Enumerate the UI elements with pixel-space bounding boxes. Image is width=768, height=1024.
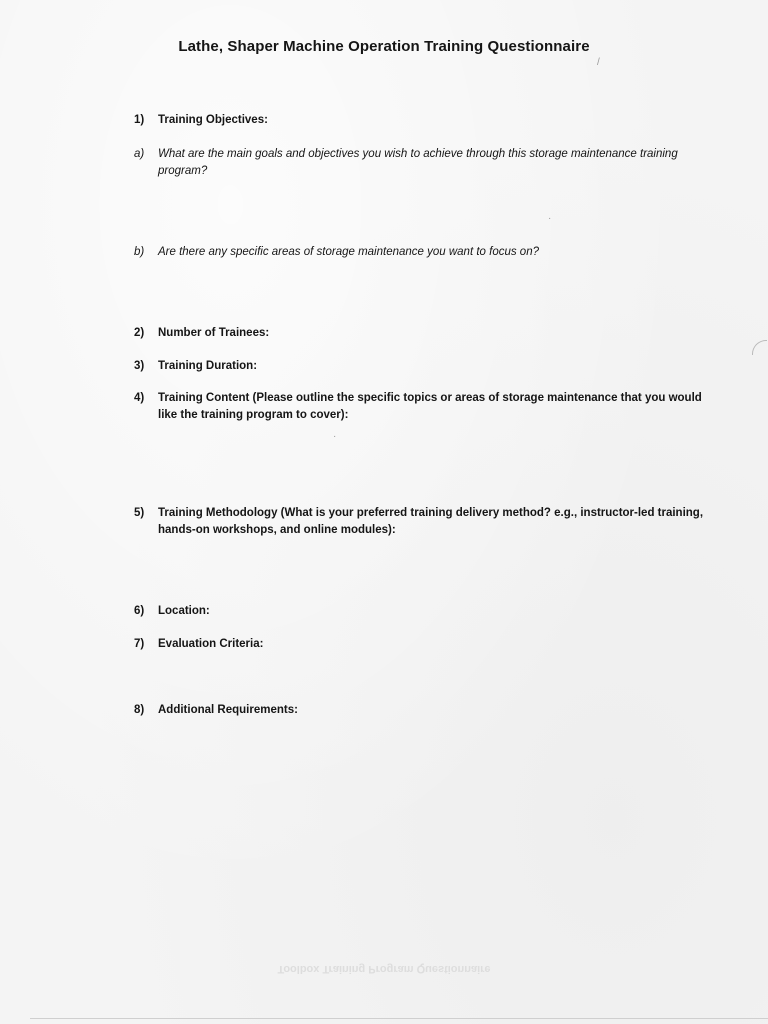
question-text: Additional Requirements: — [158, 704, 298, 716]
question-number: 1) — [134, 114, 145, 126]
document-title: Lathe, Shaper Machine Operation Training Questionnaire — [178, 38, 590, 55]
question-1a — [134, 146, 714, 180]
question-3 — [134, 358, 714, 375]
question-number: 4) — [134, 392, 145, 404]
question-number: 7) — [134, 638, 145, 650]
bleed-through-text: Toolbox Training Program Questionnaire — [277, 963, 491, 975]
scan-speck: / — [597, 57, 600, 68]
question-number: a) — [134, 148, 145, 160]
question-text: What are the main goals and objectives you wish to achieve through this storage maintenance training program? — [158, 148, 678, 177]
scan-speck: · — [333, 431, 337, 442]
question-5 — [134, 505, 714, 539]
question-text: Evaluation Criteria: — [158, 638, 264, 650]
question-number: 5) — [134, 507, 145, 519]
question-text: Number of Trainees: — [158, 327, 270, 339]
question-text: Training Duration: — [158, 360, 258, 372]
question-1 — [134, 112, 714, 129]
question-number: 3) — [134, 360, 145, 372]
scan-speck: · — [548, 213, 552, 224]
question-number: 2) — [134, 327, 145, 339]
question-1b — [134, 244, 714, 261]
scan-bottom-edge — [30, 1018, 768, 1019]
question-text: Training Content (Please outline the specific topics or areas of storage maintenance that you would like the training program to cover): — [158, 392, 702, 421]
question-4 — [134, 390, 714, 424]
question-number: b) — [134, 246, 145, 258]
question-2 — [134, 325, 714, 342]
question-8 — [134, 702, 714, 719]
question-text: Are there any specific areas of storage maintenance you want to focus on? — [158, 246, 539, 258]
question-6 — [134, 603, 714, 620]
question-text: Location: — [158, 605, 210, 617]
question-text: Training Methodology (What is your preferred training delivery method? e.g., instructor-led training, hands-on workshops, and online modules): — [158, 507, 704, 536]
question-number: 8) — [134, 704, 145, 716]
question-text: Training Objectives: — [158, 114, 268, 126]
question-7 — [134, 636, 714, 653]
question-number: 6) — [134, 605, 145, 617]
scan-edge-mark — [752, 340, 767, 355]
